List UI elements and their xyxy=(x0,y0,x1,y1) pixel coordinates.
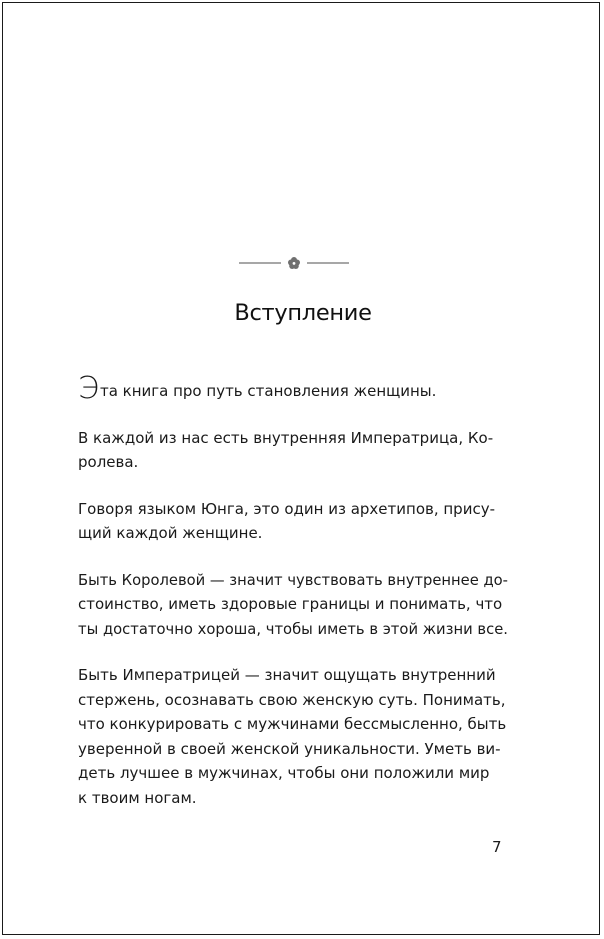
paragraph-line: что конкурировать с мужчинами бессмысленно, быть xyxy=(78,715,507,733)
flower-divider-icon xyxy=(239,255,349,271)
page-number: 7 xyxy=(492,838,502,856)
paragraph-line: к твоим ногам. xyxy=(78,788,197,807)
paragraph-line: щий каждой женщине. xyxy=(78,524,263,542)
drop-cap: Э xyxy=(78,371,99,406)
paragraph-line: уверенной в своей женской уникальности. Уметь ви- xyxy=(78,739,501,758)
body-text xyxy=(78,371,508,832)
paragraph-3 xyxy=(78,497,508,546)
paragraph-line: Эта книга про путь становления женщины. xyxy=(78,371,437,406)
paragraph-line: стоинство, иметь здоровые границы и понимать, что xyxy=(78,595,503,613)
paragraph-2 xyxy=(78,426,508,475)
paragraph-line: В каждой из нас есть внутренняя Императрица, Ко- xyxy=(78,428,494,447)
paragraph-line: ты достаточно хороша, чтобы иметь в этой жизни все. xyxy=(78,619,508,638)
paragraph-line: ролева. xyxy=(78,453,139,471)
paragraph-line: Говоря языком Юнга, это один из архетипов, прису- xyxy=(78,499,495,518)
paragraph-5 xyxy=(78,663,508,810)
paragraph-1 xyxy=(78,371,508,406)
paragraph-4 xyxy=(78,568,508,642)
paragraph-line: Быть Королевой — значит чувствовать внутреннее до- xyxy=(78,570,508,589)
paragraph-line: стержень, осознавать свою женскую суть. Понимать, xyxy=(78,690,506,709)
paragraph-line: Быть Императрицей — значит ощущать внутренний xyxy=(78,666,496,684)
book-page xyxy=(2,2,600,935)
chapter-title: Вступление xyxy=(234,300,372,326)
paragraph-line: деть лучшее в мужчинах, чтобы они положили мир xyxy=(78,764,490,782)
